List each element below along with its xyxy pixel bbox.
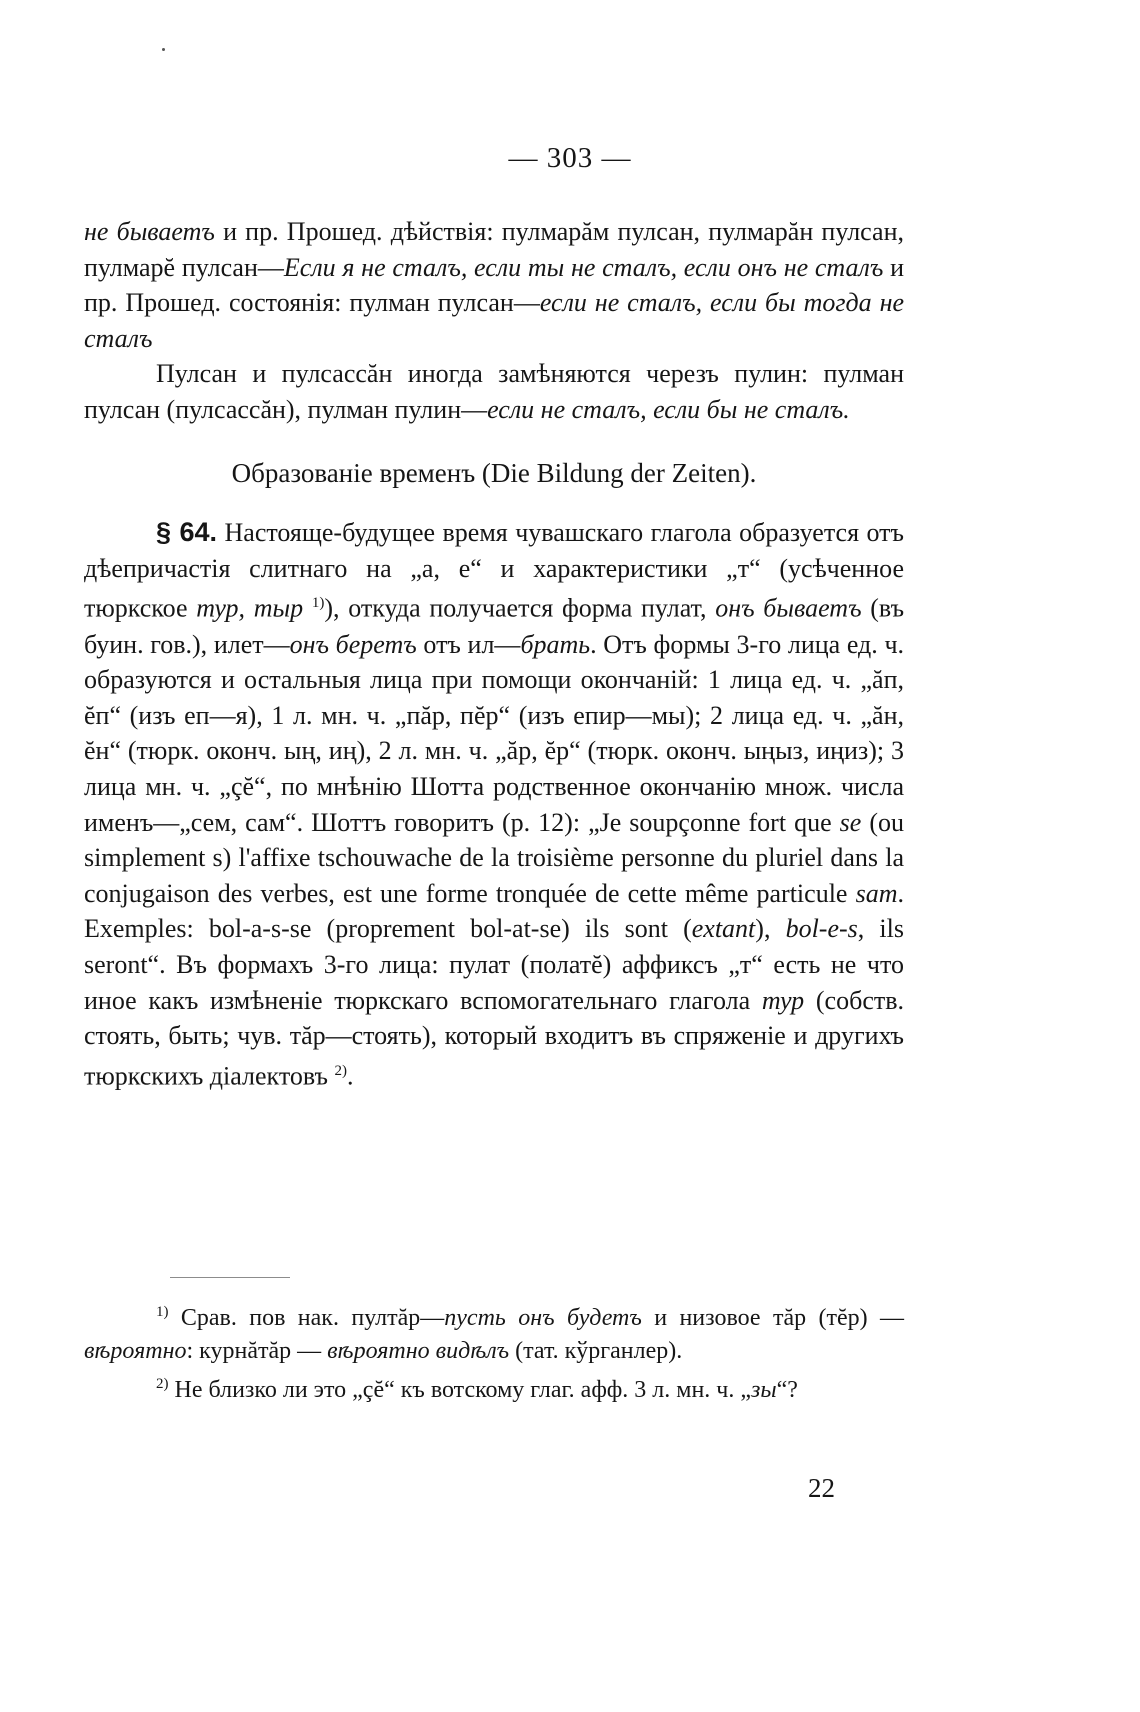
main-text xyxy=(84,214,904,1094)
footnote-1: $^{1)}$ Срав. пов нак. пултăр—пусть онъ будетъ и низовое тăр (тĕр) — вѣроятно: курнăтăр — вѣроятно видѣлъ (тат. кўрганлер). xyxy=(84,1304,904,1364)
section-heading: Образованіе временъ (Die Bildung der Zeiten). xyxy=(231,457,757,488)
footnotes xyxy=(84,1296,904,1407)
ink-speck xyxy=(162,48,165,51)
page-number: — 303 — xyxy=(508,142,632,174)
footnote-ref-1: 1) xyxy=(311,595,325,612)
section-number: § 64. xyxy=(156,517,218,548)
footnote-2: $^{2)}$ Не близко ли это „çĕ“ къ вотскому глаг. афф. 3 л. мн. ч. „зы“? xyxy=(156,1376,798,1403)
footnote-ref-2: 2) xyxy=(334,1062,347,1079)
paragraph-2: Пулсан и пулсассăн иногда замѣняются черезъ пулин: пулман пулсан (пулсассăн), пулман пулин—если не сталъ, если бы не сталъ. xyxy=(84,359,904,424)
paragraph-1: не бываетъ и пр. Прошед. дѣйствія: пулмарăм пулсан, пулмарăн пулсан, пулмарĕ пулсан—Если я не сталъ, если ты не сталъ, если онъ не сталъ и пр. Прошед. состоянія: пулман пулсан—если не сталъ, если бы тогда не сталъ xyxy=(84,217,905,353)
signature-mark: 22 xyxy=(808,1473,835,1503)
paragraph-64: § 64. Настояще-будущее время чувашскаго глагола образуется отъ дѣепричастія слитнаго на „а, е“ и характеристики „т“ (усѣченное тюркское тур, тыр $^{1)}$), откуда получается форма пулат, онъ бываетъ (въ буин. гов.), илет—онъ беретъ отъ ил—брать. Отъ формы 3-го лица ед. ч. образуются и остальныя лица при помощи окончаній: 1 лица ед. ч. „ăп, ĕп“ (изъ еп—я), 1 л. мн. ч. „пăр, пĕр“ (изъ епир—мы); 2 лица ед. ч. „ăн, ĕн“ (тюрк. оконч. ың, иң), 2 л. мн. ч. „ăр, ĕр“ (тюрк. оконч. ыңыз, иңиз); 3 лица мн. ч. „çĕ“, по мнѣнію Шотта родственное окончанію множ. числа именъ—„сем, сам“. Шоттъ говоритъ (p. 12): „Je soupçonne fort que se (ou simplement s) l'affixe tschouwache de la troisième personne du pluriel dans la conjugaison des verbes, est une forme tronquée de cette même particule sam. Exemples: bol-a-s-se (proprement bol-at-se) ils sont (extant), bol-e-s, ils seront“. Въ формахъ 3-го лица: пулат (полатĕ) аффиксъ „т“ есть не что иное какъ измѣненіе тюркскаго вспомогательнаго глагола тур (собств. стоять, быть; чув. тăр—стоять), который входитъ въ спряженіе и другихъ тюркскихъ діалектовъ $^{2)}$. xyxy=(84,517,905,1091)
footnote-divider xyxy=(170,1277,290,1278)
